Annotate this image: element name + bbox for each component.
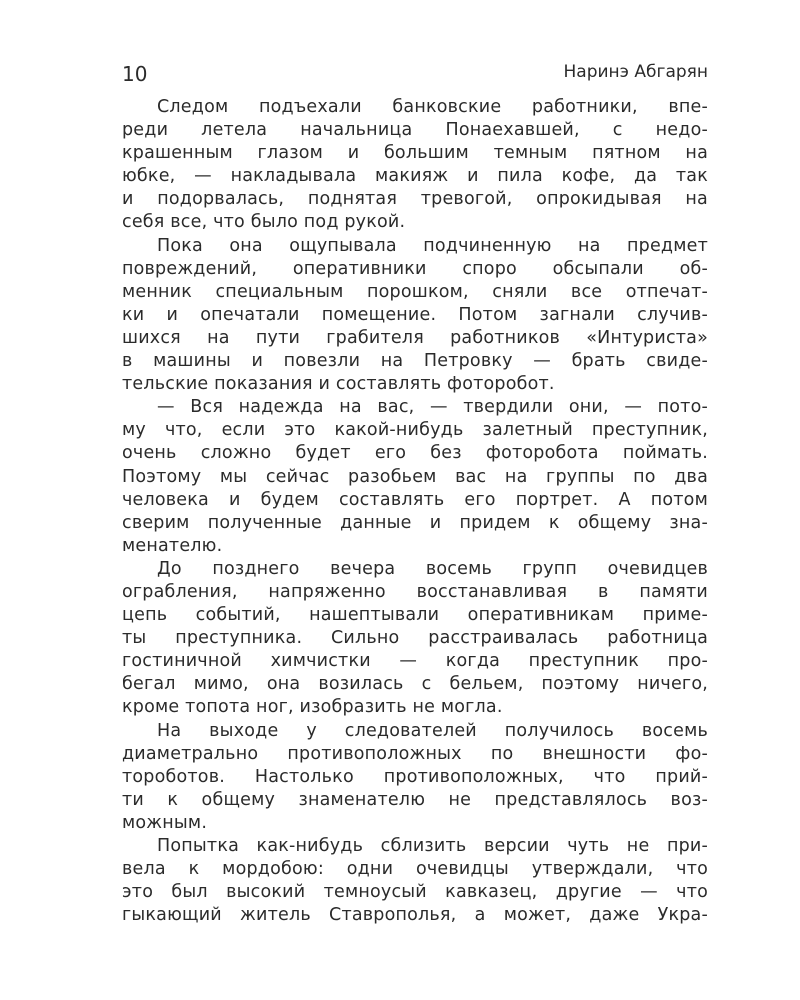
text-line: цепь событий, нашептывали оперативникам приме- [122,605,708,626]
text-line: Пока она ощупывала подчиненную на предмет [157,235,708,256]
text-line: это был высокий темноусый кавказец, другие — что [122,882,708,903]
text-line: На выходе у следователей получилось восемь [157,720,708,741]
text-line: диаметрально противоположных по внешности фо- [122,743,708,764]
text-line: му что, если это какой-нибудь залетный преступник, [122,420,708,441]
text-line: сверим полученные данные и придем к общему зна- [122,512,708,533]
text-line: очень сложно будет его без фоторобота поймать. [122,443,708,464]
text-line: Поэтому мы сейчас разобьем вас на группы по два [122,466,708,487]
page-number: 10 [122,62,148,86]
paragraph [122,396,708,558]
text-line: Попытка как-нибудь сблизить версии чуть не при- [157,836,708,856]
author-name: Наринэ Абгарян [563,62,708,82]
text-line: человека и будем составлять его портрет. А потом [122,489,708,510]
page-body-text [122,96,708,927]
text-line: себя все, что было под рукой. [122,212,406,233]
text-line: вела к мордобою: одни очевидцы утверждали, что [122,859,708,880]
text-line: тороботов. Настолько противоположных, что прий- [122,766,708,787]
text-line: тельские показания и составлять фоторобот. [122,374,555,395]
paragraph [122,835,708,927]
text-line: ты преступника. Сильно расстраивалась работница [122,628,708,649]
text-line: гыкающий житель Ставрополья, а может, даже Укра- [122,905,708,926]
text-line: повреждений, оперативники споро обсыпали об- [122,258,708,279]
text-line: кроме топота ног, изобразить не могла. [122,697,503,718]
text-line: До позднего вечера восемь групп очевидцев [157,558,708,579]
paragraph [122,720,708,835]
text-line: крашенным глазом и большим темным пятном на [122,143,708,164]
running-header [122,62,708,88]
text-line: и подорвалась, поднятая тревогой, опрокидывая на [122,189,708,210]
text-line: — Вся надежда на вас, — твердили они, — пото- [157,397,708,418]
text-line: ти к общему знаменателю не представлялось воз- [122,789,708,810]
paragraph [122,558,708,720]
text-line: бегал мимо, она возилась с бельем, поэтому ничего, [122,674,708,695]
text-line: реди летела начальница Понаехавшей, с недо- [122,120,708,141]
paragraph [122,235,708,397]
text-line: Следом подъехали банковские работники, впе- [157,97,708,117]
text-line: в машины и повезли на Петровку — брать свиде- [122,351,708,372]
paragraph [122,96,708,235]
text-line: юбке, — накладывала макияж и пила кофе, да так [122,166,708,187]
text-line: менателю. [122,535,223,556]
text-line: менник специальным порошком, сняли все отпечат- [122,281,708,302]
text-line: гостиничной химчистки — когда преступник про- [122,651,708,672]
text-line: ки и опечатали помещение. Потом загнали случив- [122,304,708,325]
text-line: ограбления, напряженно восстанавливая в памяти [122,581,708,602]
text-line: шихся на пути грабителя работников «Интуриста» [122,327,708,348]
text-line: можным. [122,812,208,833]
